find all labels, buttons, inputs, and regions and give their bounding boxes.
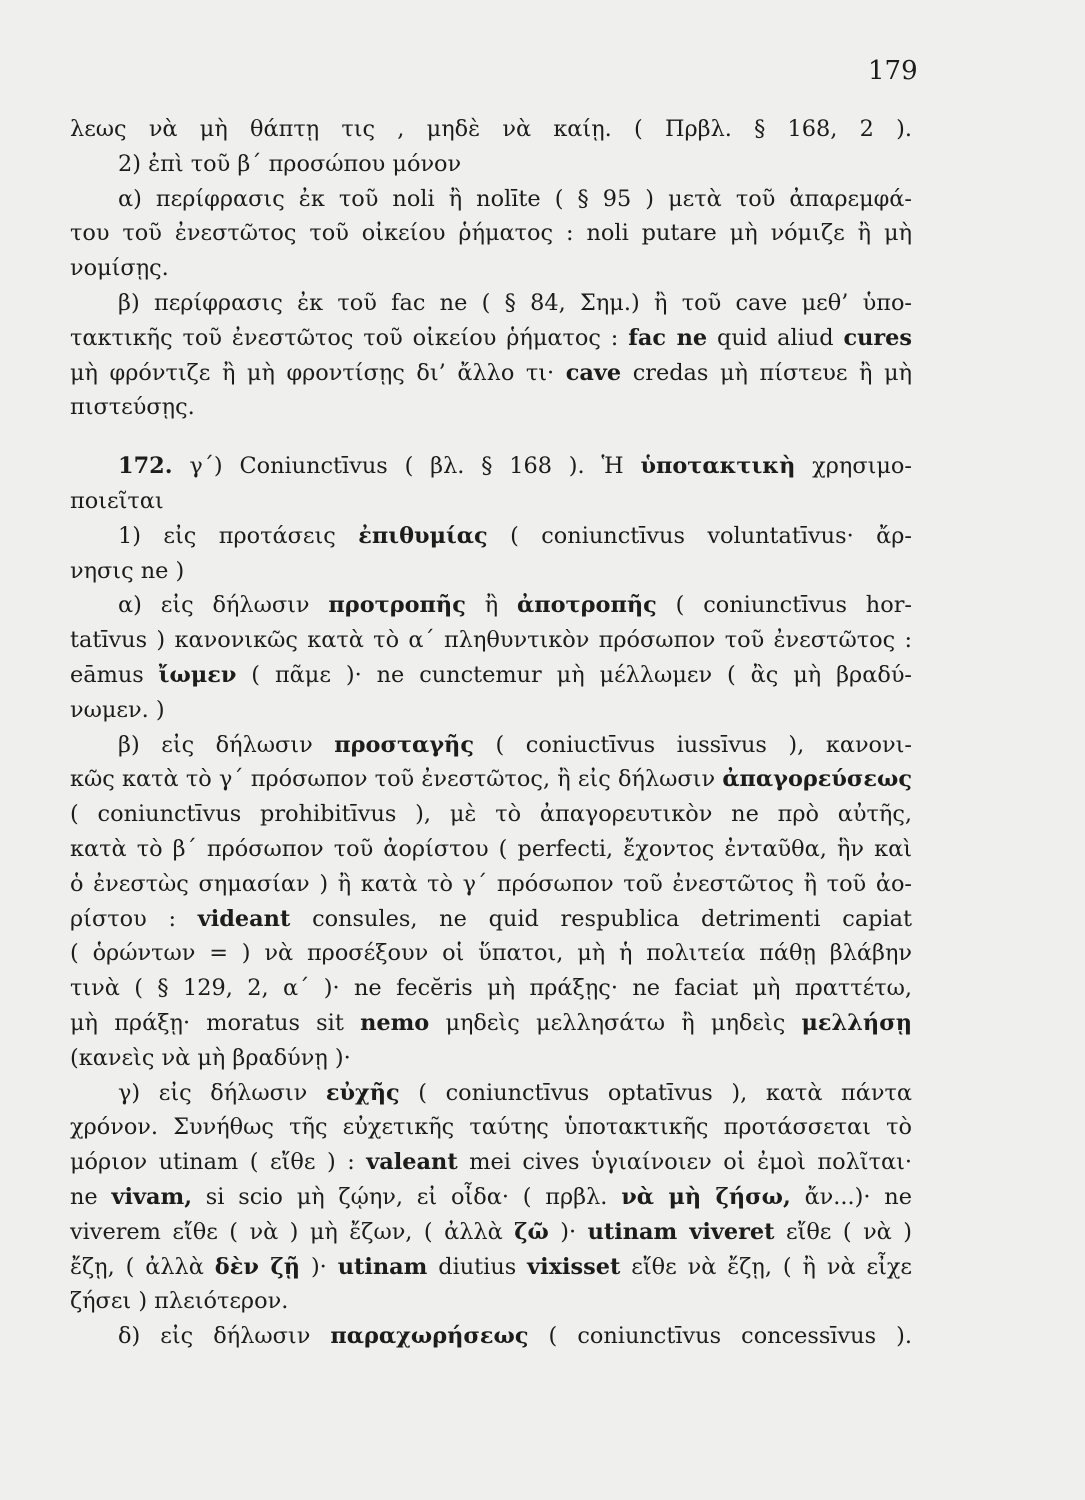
- page-number: 179: [868, 56, 918, 86]
- text-line: ( ὁρώντων = ) νὰ προσέξουν οἱ ὕπατοι, μὴ ἡ πολιτεία πάθῃ βλάβην: [70, 940, 912, 967]
- text-line: ἔζῃ, ( ἀλλὰ δὲν ζῇ )· utinam diutius vixisset εἴθε νὰ ἔζῃ, ( ἢ νὰ εἶχε: [70, 1253, 913, 1280]
- text-line: ποιεῖται: [70, 487, 164, 514]
- text-line: ζήσει ) πλειότερον.: [70, 1288, 289, 1315]
- text-line: tatīvus ) κανονικῶς κατὰ τὸ α΄ πληθυντικὸν πρόσωπον τοῦ ἐνεστῶτος :: [70, 627, 912, 654]
- text-line: α) περίφρασις ἐκ τοῦ noli ἢ nolīte ( § 95 ) μετὰ τοῦ ἀπαρεμφά-: [118, 185, 912, 212]
- text-line: β) περίφρασις ἐκ τοῦ fac ne ( § 84, Σημ.) ἢ τοῦ cave μεθ’ ὑπο-: [118, 289, 912, 316]
- text-line: τινὰ ( § 129, 2, α΄ )· ne fecĕris μὴ πράξῃς· ne faciat μὴ πραττέτω,: [70, 975, 912, 1002]
- text-line: γ) εἰς δήλωσιν εὐχῆς ( coniunctīvus optatīvus ), κατὰ πάντα: [118, 1079, 912, 1106]
- text-line: eāmus ἴωμεν ( πᾶμε )· ne cunctemur μὴ μέλλωμεν ( ἂς μὴ βραδύ-: [70, 661, 912, 688]
- text-line: 1) εἰς προτάσεις ἐπιθυμίας ( coniunctīvus voluntatīvus· ἄρ-: [118, 522, 912, 549]
- text-line: μόριον utinam ( εἴθε ) : valeant mei cives ὑγιαίνοιεν οἱ ἐμοὶ πολῖται·: [70, 1149, 912, 1176]
- text-line: β) εἰς δήλωσιν προσταγῆς ( coniuctīvus iussīvus ), κανονι-: [118, 731, 912, 758]
- text-line: ρίστου : videant consules, ne quid respublica detrimenti capiat: [70, 905, 913, 932]
- text-line: (κανεὶς νὰ μὴ βραδύνῃ )·: [70, 1044, 351, 1071]
- text-line: viverem εἴθε ( νὰ ) μὴ ἔζων, ( ἀλλὰ ζῶ )· utinam viveret εἴθε ( νὰ ): [70, 1218, 912, 1245]
- text-line: ne vivam, si scio μὴ ζῴην, εἰ οἶδα· ( πρβλ. νὰ μὴ ζήσω, ἄν...)· ne: [70, 1183, 912, 1210]
- section-heading: 172. γ΄) Coniunctīvus ( βλ. § 168 ). Ἡ ὑποτακτικὴ χρησιμο-: [118, 453, 912, 480]
- text-line: α) εἰς δήλωσιν προτροπῆς ἢ ἀποτροπῆς ( coniunctīvus hor-: [118, 592, 912, 619]
- text-line: κῶς κατὰ τὸ γ΄ πρόσωπον τοῦ ἐνεστῶτος, ἢ εἰς δήλωσιν ἀπαγορεύσεως: [70, 766, 912, 793]
- text-line: χρόνον. Συνήθως τῆς εὐχετικῆς ταύτης ὑποτακτικῆς προτάσσεται τὸ: [70, 1114, 912, 1141]
- text-line: νησις ne ): [70, 557, 185, 584]
- text-line: τακτικῆς τοῦ ἐνεστῶτος τοῦ οἰκείου ῥήματος : fac ne quid aliud cures: [70, 324, 912, 351]
- text-line: μὴ πράξῃ· moratus sit nemo μηδεὶς μελλησάτω ἢ μηδεὶς μελλήσῃ: [70, 1009, 912, 1036]
- text-line: του τοῦ ἐνεστῶτος τοῦ οἰκείου ῥήματος : noli putare μὴ νόμιζε ἢ μὴ: [70, 220, 912, 247]
- text-line: νωμεν. ): [70, 696, 165, 723]
- text-line: δ) εἰς δήλωσιν παραχωρήσεως ( coniunctīvus concessīvus ).: [118, 1323, 913, 1350]
- text-line: 2) ἐπὶ τοῦ β΄ προσώπου μόνον: [118, 150, 462, 177]
- text-line: πιστεύσῃς.: [70, 394, 195, 421]
- page-text: [70, 112, 912, 1354]
- text-line: ( coniunctīvus prohibitīvus ), μὲ τὸ ἀπαγορευτικὸν ne πρὸ αὐτῆς,: [70, 801, 912, 828]
- text-line: ὁ ἐνεστὼς σημασίαν ) ἢ κατὰ τὸ γ΄ πρόσωπον τοῦ ἐνεστῶτος ἢ τοῦ ἀο-: [70, 870, 912, 897]
- text-line: νομίσῃς.: [70, 255, 169, 282]
- text-line: μὴ φρόντιζε ἢ μὴ φροντίσῃς δι’ ἄλλο τι· cave credas μὴ πίστευε ἢ μὴ: [70, 359, 912, 386]
- section-number: 172.: [118, 453, 173, 480]
- text-line: κατὰ τὸ β΄ πρόσωπον τοῦ ἀορίστου ( perfecti, ἔχοντος ἐνταῦθα, ἣν καὶ: [70, 835, 912, 862]
- text-line: λεως νὰ μὴ θάπτῃ τις , μηδὲ νὰ καίῃ. ( Πρβλ. § 168, 2 ).: [70, 116, 912, 142]
